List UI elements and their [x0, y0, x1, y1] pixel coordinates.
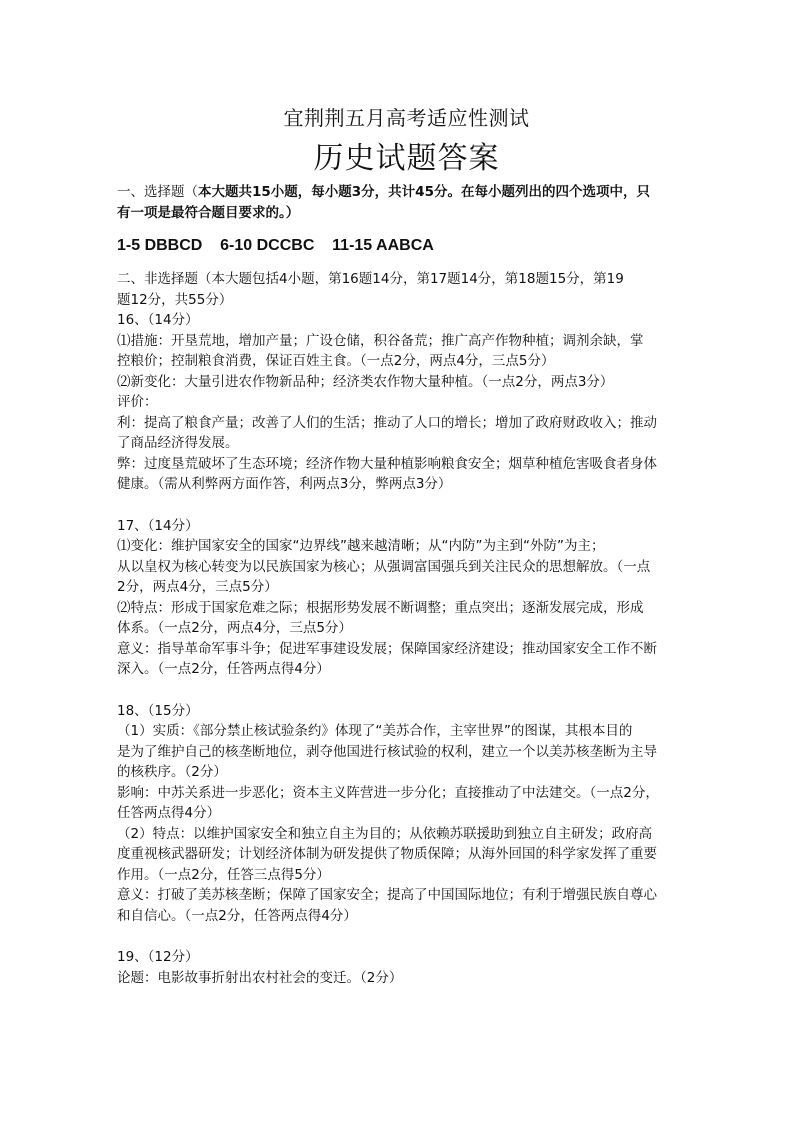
- q17-line: 深入。（一点2分，任答两点得4分）: [117, 661, 330, 677]
- q16-line: 弊：过度垦荒破坏了生态环境；经济作物大量种植影响粮食安全；烟草种植危害吸食者身体: [117, 455, 657, 472]
- q17-line: 体系。（一点2分，两点4分，三点5分）: [117, 620, 353, 636]
- question-19: [117, 947, 682, 988]
- q18-line: （2）特点：以维护国家安全和独立自主为目的；从依赖苏联援助到独立自主研发；政府高: [117, 825, 653, 842]
- section2-heading-line1: 二、非选择题（本大题包括4小题，第16题14分，第17题14分，第18题15分，第19: [117, 271, 624, 287]
- q17-line: 2分，两点4分，三点5分）: [117, 579, 278, 595]
- q16-line: 评价：: [117, 394, 158, 410]
- q16-line: ⑵新变化：大量引进农作物新品种；经济类农作物大量种植。（一点2分，两点3分）: [117, 373, 614, 390]
- q19-line: 论题：电影故事折射出农村社会的变迁。（2分）: [117, 969, 403, 986]
- q17-line: 从以皇权为核心转变为以民族国家为核心；从强调富国强兵到关注民众的思想解放。（一点: [117, 558, 651, 575]
- section1-heading: [117, 182, 682, 203]
- q16-line: 控粮价；控制粮食消费，保证百姓主食。（一点2分，两点4分，三点5分）: [117, 353, 555, 369]
- section1-heading-line2: 有一项是最符合题目要求的。）: [117, 204, 300, 221]
- section1-heading-bold: 本大题共15小题，每小题3分，共计45分。在每小题列出的四个选项中，只: [198, 184, 650, 200]
- question-16: [117, 310, 682, 495]
- q16-line: 健康。（需从利弊两方面作答，利两点3分，弊两点3分）: [117, 476, 452, 492]
- q18-line: 任答两点得4分）: [117, 805, 221, 821]
- q18-line: 18、（15分）: [117, 702, 199, 719]
- q18-line: 意义：打破了美苏核垄断；保障了国家安全；提高了中国国际地位；有利于增强民族自尊心: [117, 887, 657, 903]
- question-18: [117, 701, 682, 927]
- q18-line: 和自信心。（一点2分，任答两点得4分）: [117, 907, 357, 924]
- q19-line: 19、（12分）: [117, 949, 199, 965]
- q18-line: 是为了维护自己的核垄断地位，剥夺他国进行核试验的权利，建立一个以美苏核垄断为主导: [117, 743, 657, 760]
- q18-line: 的核秩序。（2分）: [117, 764, 227, 780]
- q18-line: 作用。（一点2分，任答三点得5分）: [117, 866, 330, 883]
- answer-key-title: 历史试题答案: [313, 141, 500, 176]
- choice-answers: 1-5 DBBCD 6-10 DCCBC 11-15 AABCA: [117, 237, 434, 254]
- q17-line: ⑵特点：形成于国家危难之际；根据形势发展不断调整；重点突出；逐渐发展完成，形成: [117, 599, 644, 616]
- spacer: [117, 495, 682, 516]
- q16-line: 利：提高了粮食产量；改善了人们的生活；推动了人口的增长；增加了政府财政收入；推动: [117, 414, 657, 431]
- q17-line: ⑴变化：维护国家安全的国家“边界线”越来越清晰；从“内防”为主到“外防”为主；: [117, 538, 605, 554]
- q17-line: 意义：指导革命军事斗争；促进军事建设发展；保障国家经济建设；推动国家安全工作不断: [117, 640, 657, 657]
- q16-line: ⑴措施：开垦荒地，增加产量；广设仓储，积谷备荒；推广高产作物种植；调剂余缺，掌: [117, 332, 644, 349]
- question-17: [117, 516, 682, 680]
- spacer: [117, 680, 682, 701]
- q18-line: 度重视核武器研发；计划经济体制为研发提供了物质保障；从海外回国的科学家发挥了重要: [117, 846, 657, 862]
- section1-heading-prefix: 一、选择题（: [117, 184, 198, 200]
- q18-line: 影响：中苏关系进一步恶化；资本主义阵营进一步分化；直接推动了中法建交。（一点2分，: [117, 784, 659, 801]
- section2-heading-line2: 题12分，共55分）: [117, 291, 233, 308]
- document-page: [117, 100, 682, 988]
- q16-line: 了商品经济得发展。: [117, 435, 239, 451]
- exam-title: 宜荆荆五月高考适应性测试: [283, 106, 530, 130]
- q18-line: （1）实质：《部分禁止核试验条约》体现了“美苏合作，主宰世界”的图谋，其根本目的: [117, 723, 633, 739]
- q17-line: 17、（14分）: [117, 517, 199, 534]
- q16-line: 16、（14分）: [117, 312, 199, 328]
- spacer: [117, 926, 682, 947]
